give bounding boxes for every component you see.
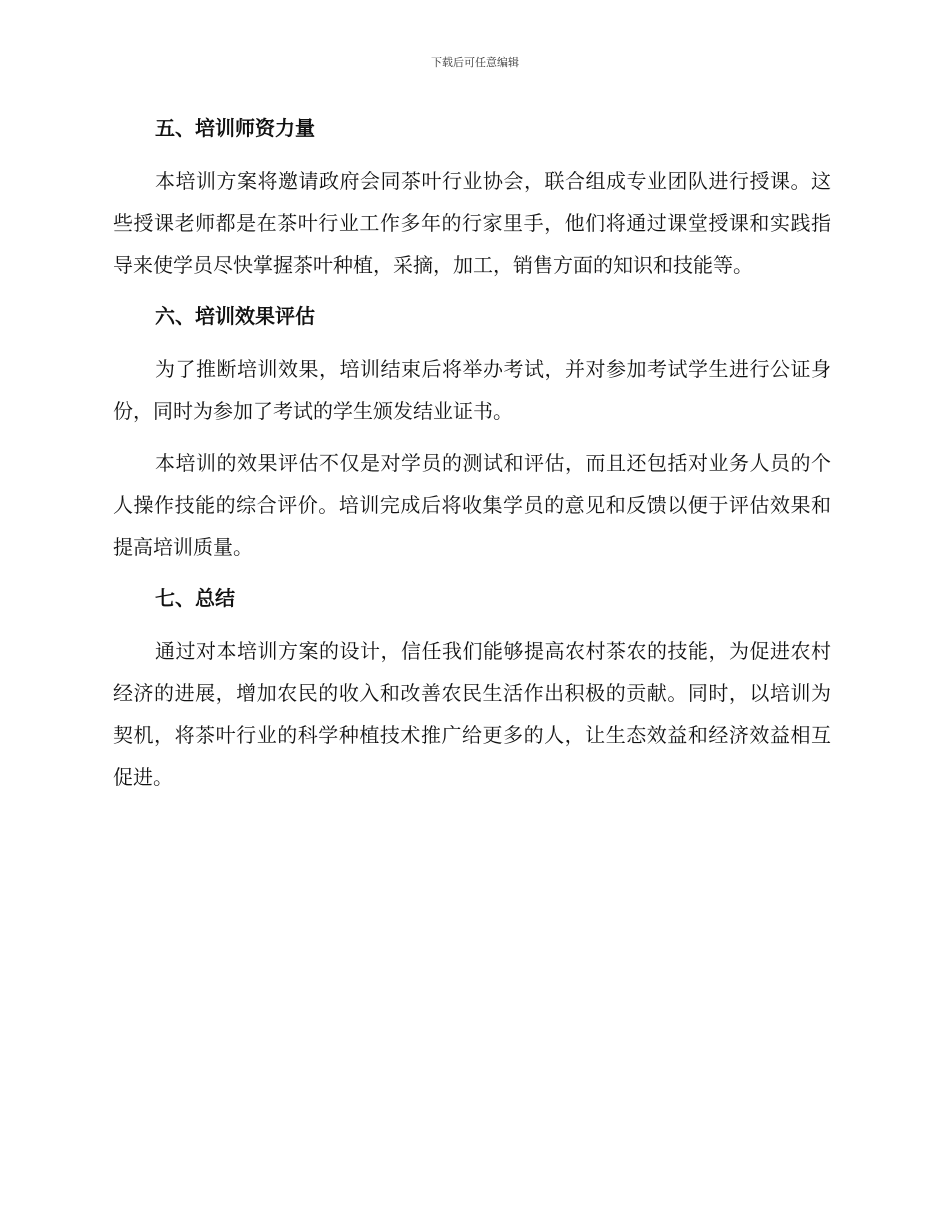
section-heading-evaluation: 六、培训效果评估: [155, 304, 315, 328]
paragraph: 通过对本培训方案的设计，信任我们能够提高农村茶农的技能，为促进农村经济的进展，增加农民的收入和改善农民生活作出积极的贡献。同时，以培训为契机，将茶叶行业的科学种植技术推广给更多的人，让生态效益和经济效益相互促进。: [113, 639, 831, 789]
paragraph: 本培训的效果评估不仅是对学员的测试和评估，而且还包括对业务人员的个人操作技能的综合评价。培训完成后将收集学员的意见和反馈以便于评估效果和提高培训质量。: [113, 451, 831, 559]
paragraph: 为了推断培训效果，培训结束后将举办考试，并对参加考试学生进行公证身份，同时为参加了考试的学生颁发结业证书。: [113, 357, 831, 423]
document-body: [113, 108, 831, 798]
paragraph: 本培训方案将邀请政府会同茶叶行业协会，联合组成专业团队进行授课。这些授课老师都是在茶叶行业工作多年的行家里手，他们将通过课堂授课和实践指导来使学员尽快掌握茶叶种植，采摘，加工，销售方面的知识和技能等。: [113, 169, 831, 277]
page-header: 下载后可任意编辑: [431, 56, 519, 69]
section-heading-faculty: 五、培训师资力量: [155, 116, 315, 140]
section-heading-summary: 七、总结: [155, 586, 235, 610]
